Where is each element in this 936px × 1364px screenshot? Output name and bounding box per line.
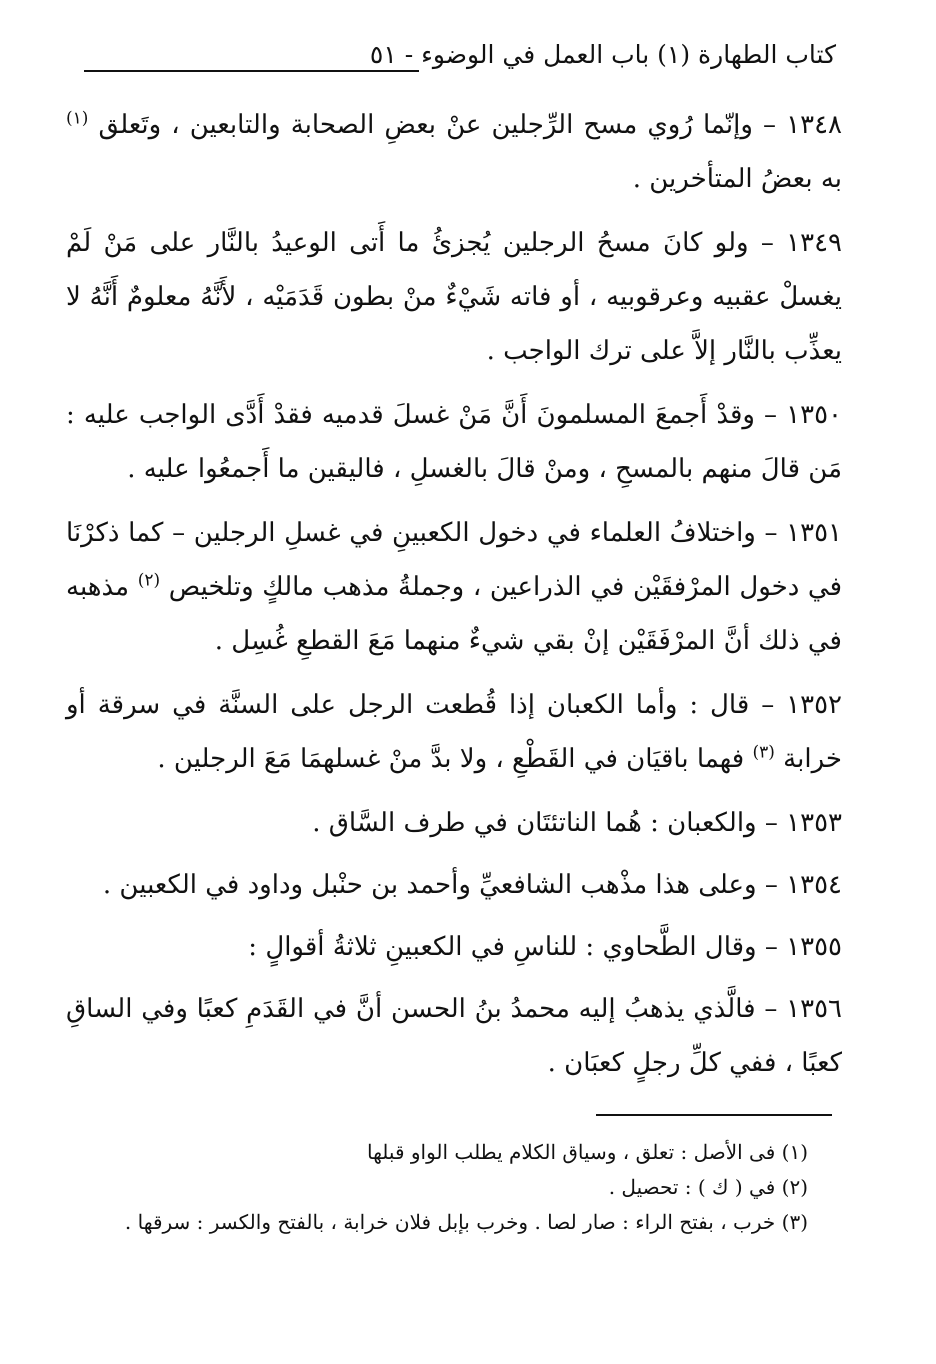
- paragraph-text-continued: به بعضُ المتأخرين .: [632, 164, 842, 194]
- paragraph-1353: [66, 796, 842, 850]
- footnote-separator: [596, 1114, 832, 1116]
- paragraph-number: ١٣٥٣: [786, 808, 842, 838]
- footnote-1: (١) فى الأصل : تعلق ، وسياق الكلام يطلب الواو قبلها: [366, 1140, 808, 1164]
- paragraph-number: ١٣٤٩: [786, 228, 842, 258]
- header-title: كتاب الطهارة (١) باب العمل في الوضوء - ٥١: [369, 40, 836, 69]
- footnote-reference: (١): [66, 108, 89, 129]
- paragraph-1356: [66, 982, 842, 1090]
- paragraph-number: ١٣٥٠: [786, 400, 843, 430]
- paragraph-text-continued: فهما باقيَان في القَطْعِ ، ولا بدَّ منْ غسلهمَا مَعَ الرجلين .: [157, 744, 745, 774]
- paragraph-1355: [66, 920, 842, 974]
- footnote-2: (٢) في ( ك ) : تحصيل .: [608, 1175, 808, 1199]
- footnote-reference: (٣): [752, 742, 775, 763]
- paragraph-text: – وقدْ أَجمعَ المسلمونَ أَنَّ مَنْ غسلَ قدميه فقدْ أَدَّى الواجب عليه : مَن قالَ منهم بالمسحِ ، ومنْ قالَ بالغسلِ ، فاليقين ما أَجمعُوا عليه .: [66, 400, 842, 484]
- footnotes: [60, 1135, 808, 1240]
- paragraph-1351: [66, 506, 842, 668]
- paragraph-text: – وعلى هذا مذْهب الشافعيِّ وأحمد بن حنْبل وداود في الكعبين .: [102, 870, 778, 900]
- main-text: [66, 98, 842, 1100]
- paragraph-number: ١٣٥٢: [786, 690, 843, 720]
- paragraph-number: ١٣٥٦: [786, 994, 843, 1024]
- header-rule: [84, 70, 419, 72]
- paragraph-1349: [66, 216, 842, 378]
- paragraph-number: ١٣٥٤: [786, 870, 842, 900]
- paragraph-number: ١٣٤٨: [786, 110, 843, 140]
- paragraph-text: – وإنّما رُوي مسح الرِّجلين عنْ بعضِ الصحابة والتابعين ، وتَعلق: [98, 110, 777, 140]
- paragraph-text-continued: مذهبه في ذلك أنَّ المرْفَقَيْن إنْ بقي شيءٌ منهما مَعَ القطعِ غُسِل .: [66, 572, 842, 656]
- paragraph-number: ١٣٥١: [786, 518, 843, 548]
- paragraph-text: – والكعبان : هُما الناتئتَان في طرف السَّاق .: [312, 808, 778, 838]
- paragraph-1348: [66, 98, 842, 206]
- paragraph-text: – فالَّذي يذهبُ إليه محمدُ بنُ الحسن أنَّ في القَدَمِ كعبًا وفي الساقِ كعبًا ، ففي كلِّ رجلٍ كعبَان .: [66, 994, 842, 1078]
- paragraph-1354: [66, 858, 842, 912]
- footnote-3: (٣) خرب ، بفتح الراء : صار لصا . وخرب بإبل فلان خرابة ، بالفتح والكسر : سرقها .: [124, 1210, 808, 1234]
- paragraph-text: – قال : وأما الكعبان إذا قُطعت الرجل على السنَّة في سرقة أو خرابة: [66, 690, 842, 774]
- running-header: [84, 40, 836, 80]
- paragraph-text: – واختلافُ العلماء في دخول الكعبينِ في غسلِ الرجلين – كما ذكرْنَا في دخول المرْفقَيْن في الذراعين ، وجملةُ مذهب مالكٍ وتلخيص: [66, 518, 843, 602]
- paragraph-number: ١٣٥٥: [786, 932, 842, 962]
- paragraph-1352: [66, 678, 842, 786]
- paragraph-text: – وقال الطَّحاوي : للناسِ في الكعبينِ ثلاثةُ أقوالٍ :: [248, 932, 778, 962]
- footnote-reference: (٢): [137, 570, 161, 591]
- paragraph-text: – ولو كانَ مسحُ الرجلين يُجزئُ ما أَتى الوعيدُ بالنَّار على مَنْ لَمْ يغسلْ عقبيه وعرقوبيه ، أو فاته شَيْءٌ منْ بطون قَدَمَيْه ، لأَنَّهُ معلومٌ أَنَّهُ لا يعذِّب بالنَّار إلاَّ على ترك الواجب .: [66, 228, 842, 366]
- paragraph-1350: [66, 388, 842, 496]
